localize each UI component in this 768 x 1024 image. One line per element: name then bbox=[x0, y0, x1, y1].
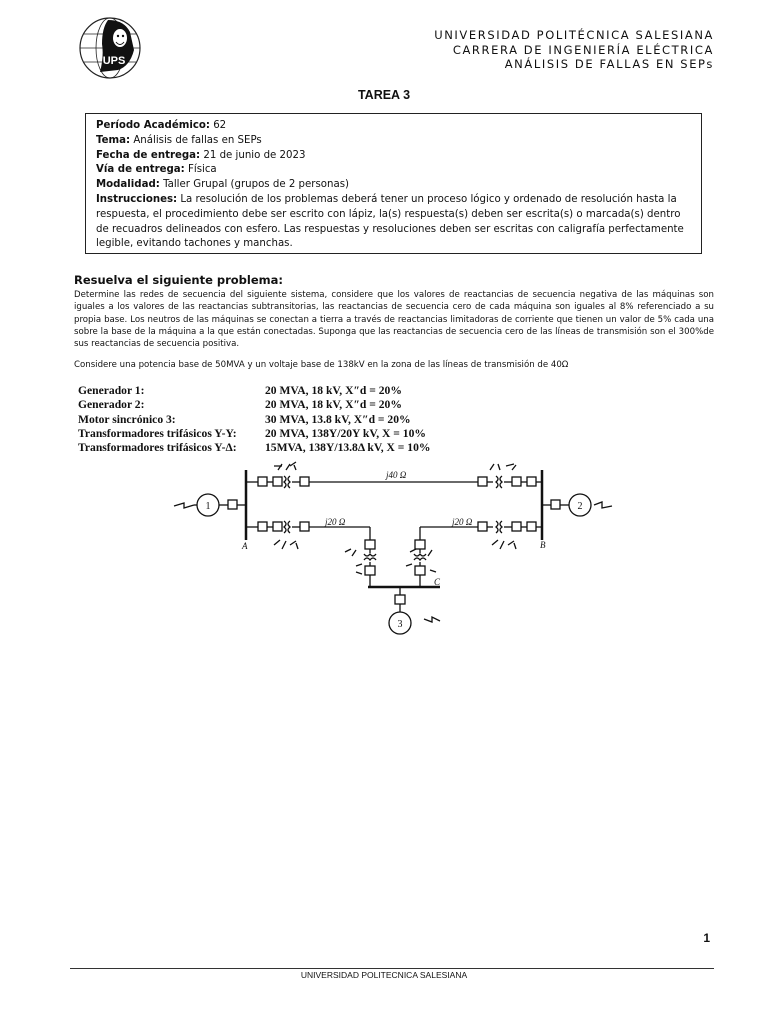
equipment-specs bbox=[78, 384, 430, 455]
spec-row: Generador 2: 20 MVA, 18 kV, X″d = 20% bbox=[78, 398, 402, 412]
periodo-row: Período Académico: 62 bbox=[96, 120, 227, 131]
spec-row: Motor sincrónico 3: 30 MVA, 13.8 kV, X″d = 20% bbox=[78, 412, 411, 426]
page-title: TAREA 3 bbox=[357, 88, 411, 102]
assignment-info-box bbox=[85, 113, 702, 254]
label-gen-1: 1 bbox=[205, 501, 211, 512]
spec-row: Transformadores trifásicos Y-Δ: 15MVA, 138Y/13.8Δ kV, X = 10% bbox=[78, 441, 431, 455]
transformer-to-bus-c-left bbox=[345, 540, 376, 587]
footer-divider bbox=[70, 968, 714, 969]
label-bus-b: B bbox=[540, 540, 546, 550]
modalidad-row: Modalidad: Taller Grupal (grupos de 2 personas) bbox=[96, 179, 349, 191]
university-name: UNIVERSIDAD POLITÉCNICA SALESIANA bbox=[434, 28, 714, 42]
page-number: 1 bbox=[703, 931, 710, 945]
label-bus-a: A bbox=[242, 541, 248, 551]
label-j20-right: j20 Ω bbox=[452, 517, 473, 527]
base-values-text: Considere una potencia base de 50MVA y un voltaje base de 138kV en la zona de las líneas de transmisión de 40Ω bbox=[74, 360, 569, 370]
career-name: CARRERA DE INGENIERÍA ELÉCTRICA bbox=[452, 42, 714, 57]
instrucciones-row: Instrucciones: La resolución de los problemas deberá tener un proceso lógico y ordenado de resolución hasta la respuesta, el procedimiento debe ser escrito con lápiz, la(s) respuesta(s) deben ser escrita(s) o marcada(s) dentro de recuadros delineados con esfero. Las respuestas y resoluciones deben ser escritas con caligrafía perfectamente legible, evitando tachones y manchas. bbox=[96, 193, 684, 250]
tema-row: Tema: Análisis de fallas en SEPs bbox=[96, 134, 262, 146]
label-j40: j40 Ω bbox=[386, 470, 407, 480]
document-header bbox=[434, 28, 714, 72]
spec-row: Transformadores trifásicos Y-Y: 20 MVA, 138Y/20Y kV, X = 10% bbox=[78, 426, 426, 440]
label-bus-c: C bbox=[434, 577, 441, 587]
label-gen-2: 2 bbox=[577, 501, 583, 512]
course-name: ANÁLISIS DE FALLAS EN SEPs bbox=[504, 57, 714, 71]
svg-text:UPS: UPS bbox=[102, 55, 126, 67]
via-row: Vía de entrega: Física bbox=[96, 164, 217, 176]
one-line-diagram bbox=[160, 452, 620, 637]
left-lower-line bbox=[246, 521, 370, 549]
transformer-to-bus-c-right bbox=[406, 540, 436, 587]
fecha-row: Fecha de entrega: 21 de junio de 2023 bbox=[96, 149, 306, 161]
label-motor-3: 3 bbox=[397, 619, 403, 630]
problem-paragraph: Determine las redes de secuencia del siguiente sistema, considere que los valores de reactancias de secuencia negativa de las máquinas son iguales a los valores de las reactancias subtransitorias, las reactancias de secuencia cero de cada máquina son iguales al 8% referenciado a su propia base. Los neutros de las máquinas se conectan a tierra a través de reactancias limitadoras de corriente que tienen un valor de 5% cada una sobre la base de la máquina a la que están conectadas. Suponga que las reactancias de secuencia cero de las líneas de transmisión son el 300%de sus reactancias de secuencia positiva. bbox=[74, 290, 714, 350]
right-lower-line bbox=[420, 521, 542, 549]
spec-row: Generador 1: 20 MVA, 18 kV, X″d = 20% bbox=[78, 384, 402, 397]
label-j20-left: j20 Ω bbox=[325, 517, 346, 527]
ups-logo bbox=[78, 16, 142, 80]
problem-heading: Resuelva el siguiente problema: bbox=[74, 273, 283, 287]
footer-text: UNIVERSIDAD POLITECNICA SALESIANA bbox=[300, 970, 468, 980]
